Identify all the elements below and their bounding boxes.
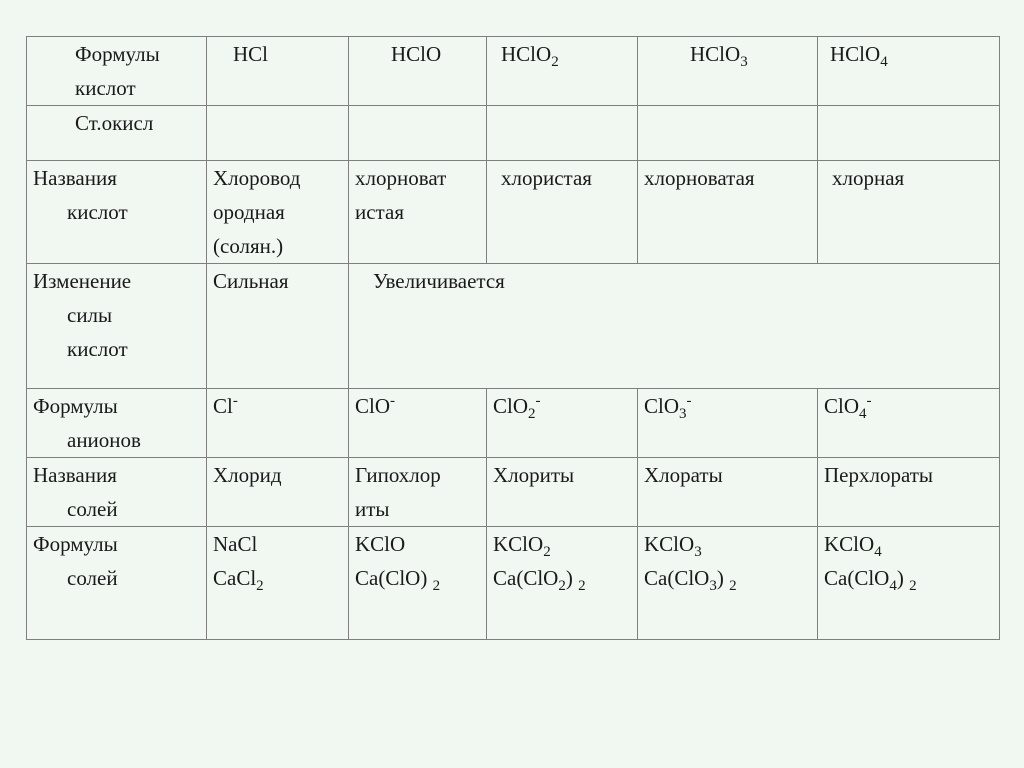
oxidation-cell — [207, 106, 349, 161]
label-acid-names: Названия кислот — [27, 161, 207, 264]
salt-formula-hypochlorite: KClO Ca(ClO) $_2$ — [349, 527, 487, 640]
acid-name-hclo3: хлорноватая — [638, 161, 818, 264]
acid-formula-hcl: HCl — [207, 37, 349, 106]
row-acid-formulas — [27, 37, 1000, 106]
acid-name-hclo2: хлористая — [487, 161, 638, 264]
salt-name-perchlorate: Перхлораты — [818, 458, 1000, 527]
label-acid-formulas: Формулы кислот — [27, 37, 207, 106]
oxidation-cell — [349, 106, 487, 161]
acid-formula-hclo: HClO — [349, 37, 487, 106]
label-salt-names: Названия солей — [27, 458, 207, 527]
strength-increases: Увеличивается — [349, 264, 1000, 389]
salt-name-chloride: Хлорид — [207, 458, 349, 527]
acid-formula-hclo2: HClO$_2$ — [487, 37, 638, 106]
label-salt-formulas: Формулы солей — [27, 527, 207, 640]
acids-salts-table — [26, 36, 1000, 640]
row-acid-strength — [27, 264, 1000, 389]
row-anion-formulas — [27, 389, 1000, 458]
salt-name-hypochlorite: Гипохлор иты — [349, 458, 487, 527]
oxidation-cell — [638, 106, 818, 161]
anion-clo4: ClO$_4$- — [818, 389, 1000, 458]
strength-strong: Сильная — [207, 264, 349, 389]
row-acid-names — [27, 161, 1000, 264]
label-oxidation-state: Ст.окисл — [27, 106, 207, 161]
salt-name-chlorite: Хлориты — [487, 458, 638, 527]
salt-formula-chlorite: KClO$_2$ Ca(ClO$_2$) $_2$ — [487, 527, 638, 640]
anion-cl: Cl- — [207, 389, 349, 458]
anion-clo3: ClO$_3$- — [638, 389, 818, 458]
oxidation-cell — [487, 106, 638, 161]
acid-name-hcl: Хлоровод ородная (солян.) — [207, 161, 349, 264]
salt-formula-chlorate: KClO$_3$ Ca(ClO$_3$) $_2$ — [638, 527, 818, 640]
salt-name-chlorate: Хлораты — [638, 458, 818, 527]
acid-name-hclo4: хлорная — [818, 161, 1000, 264]
acid-formula-hclo4: HClO$_4$ — [818, 37, 1000, 106]
acid-name-hclo: хлорноват истая — [349, 161, 487, 264]
label-acid-strength: Изменение силы кислот — [27, 264, 207, 389]
row-oxidation-state — [27, 106, 1000, 161]
oxidation-cell — [818, 106, 1000, 161]
row-salt-formulas — [27, 527, 1000, 640]
anion-clo2: ClO$_2$- — [487, 389, 638, 458]
salt-formula-perchlorate: KClO$_4$ Ca(ClO$_4$) $_2$ — [818, 527, 1000, 640]
acid-formula-hclo3: HClO$_3$ — [638, 37, 818, 106]
row-salt-names — [27, 458, 1000, 527]
salt-formula-chloride: NaCl CaCl$_2$ — [207, 527, 349, 640]
label-anion-formulas: Формулы анионов — [27, 389, 207, 458]
anion-clo: ClO- — [349, 389, 487, 458]
